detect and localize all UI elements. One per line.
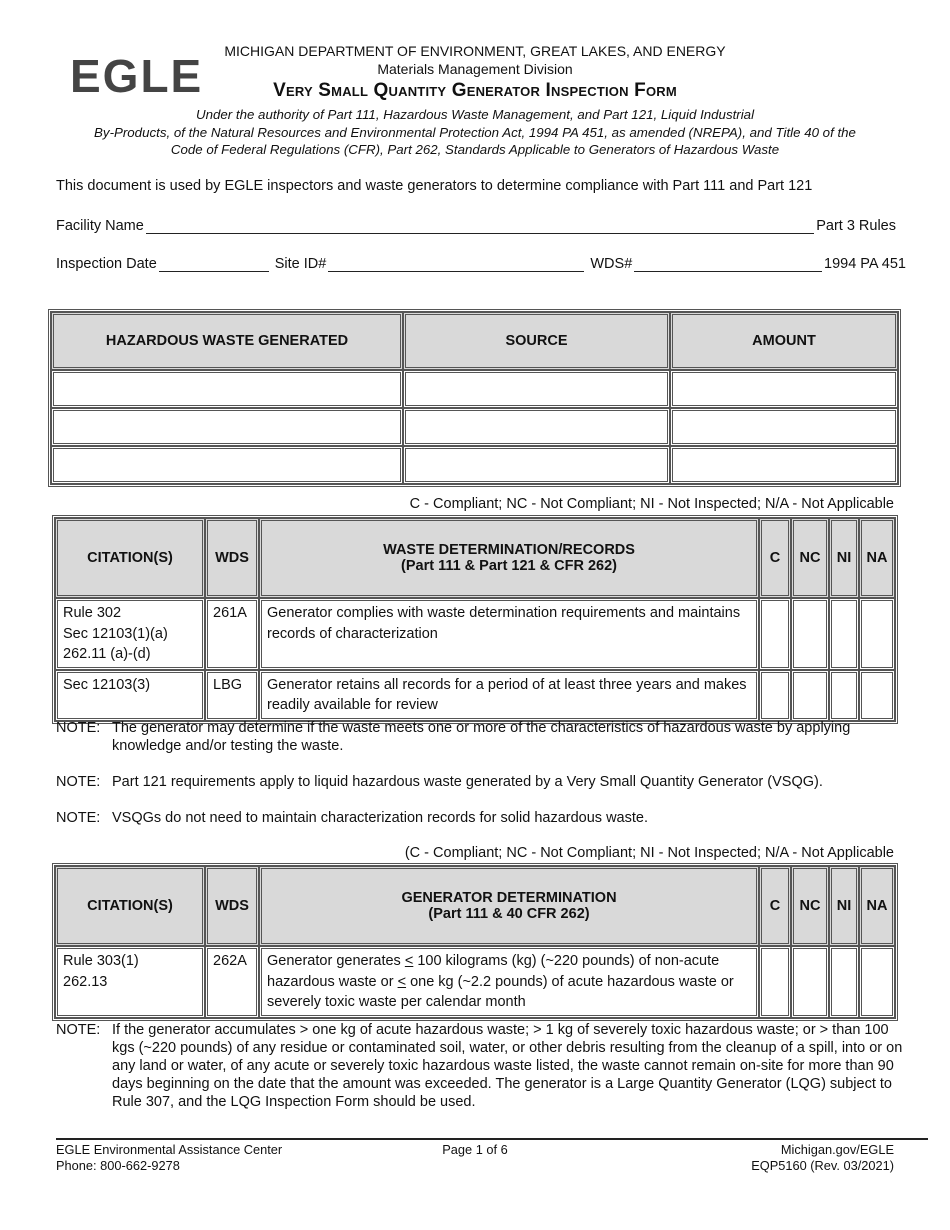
facility-name-field[interactable]: [146, 219, 814, 234]
hw-cell[interactable]: [403, 408, 670, 446]
footer-divider: [56, 1138, 928, 1140]
nc-checkbox-cell[interactable]: [791, 598, 829, 670]
wds-field[interactable]: [634, 257, 822, 272]
footer-left: EGLE Environmental Assistance Center Phone: 800-662-9278: [56, 1142, 283, 1173]
requirement-cell: Generator generates < 100 kilograms (kg) (~220 pounds) of non-acute hazardous waste or < one kg (~2.2 pounds) of acute hazardous waste or severely toxic waste per calendar month: [259, 946, 759, 1018]
department-name: MICHIGAN DEPARTMENT OF ENVIRONMENT, GREAT LAKES, AND ENERGY: [224, 43, 726, 59]
citation-cell: Sec 12103(3): [55, 670, 205, 721]
hw-cell[interactable]: [51, 408, 403, 446]
footer-right: Michigan.gov/EGLE EQP5160 (Rev. 03/2021): [751, 1142, 894, 1173]
generator-determination-table: [52, 863, 898, 1021]
wds-label: WDS#: [590, 256, 633, 272]
ni-header: NI: [829, 866, 859, 946]
purpose-statement: This document is used by EGLE inspectors and waste generators to determine compliance with Part 111 and Part 121: [56, 178, 813, 194]
citation-cell: Rule 303(1) 262.13: [55, 946, 205, 1018]
page-number: Page 1 of 6: [442, 1142, 508, 1157]
na-header: NA: [859, 518, 895, 598]
note-vsqg-records: NOTE: VSQGs do not need to maintain characterization records for solid hazardous waste.: [56, 810, 648, 826]
wds-header: WDS: [205, 518, 259, 598]
nc-checkbox-cell[interactable]: [791, 670, 829, 721]
ni-checkbox-cell[interactable]: [829, 598, 859, 670]
na-checkbox-cell[interactable]: [859, 598, 895, 670]
site-id-label: Site ID#: [274, 256, 327, 272]
inspection-row: [56, 256, 906, 272]
compliance-legend-2: (C - Compliant; NC - Not Compliant; NI - Not Inspected; N/A - Not Applicable: [404, 845, 894, 861]
table-row: [55, 670, 895, 721]
facility-suffix: Part 3 Rules: [816, 218, 896, 234]
hw-cell[interactable]: [670, 370, 898, 408]
svg-text:EGLE: EGLE: [70, 52, 204, 96]
nc-checkbox-cell[interactable]: [791, 946, 829, 1018]
generator-determination-header: GENERATOR DETERMINATION (Part 111 & 40 CFR 262): [259, 866, 759, 946]
table-row: [55, 598, 895, 670]
hw-cell[interactable]: [670, 446, 898, 484]
c-checkbox-cell[interactable]: [759, 946, 791, 1018]
hw-cell[interactable]: [403, 370, 670, 408]
wds-header: WDS: [205, 866, 259, 946]
waste-determination-table: [52, 515, 898, 724]
inspection-date-field[interactable]: [159, 257, 269, 272]
hw-header-generated: HAZARDOUS WASTE GENERATED: [51, 312, 403, 370]
requirement-cell: Generator complies with waste determination requirements and maintains records of characterization: [259, 598, 759, 670]
compliance-legend: C - Compliant; NC - Not Compliant; NI - Not Inspected; N/A - Not Applicable: [409, 496, 894, 512]
division-name: Materials Management Division: [377, 61, 573, 77]
inspection-date-label: Inspection Date: [56, 256, 157, 272]
note-part-121: NOTE: Part 121 requirements apply to liquid hazardous waste generated by a Very Small Quantity Generator (VSQG).: [56, 774, 823, 790]
note-characteristics: NOTE: The generator may determine if the waste meets one or more of the characteristics of hazardous waste by applying knowledge and/or testing the waste.: [56, 720, 851, 754]
hw-header-amount: AMOUNT: [670, 312, 898, 370]
note-lqg: NOTE: If the generator accumulates > one kg of acute hazardous waste; > 1 kg of severely toxic hazardous waste; or > than 100 kgs (~220 pounds) of any residue or contaminated soil, water, or other debris resulting from the cleanup of a spill, into or on any land or water, of any acute or severely toxic hazardous waste listed, the waste cannot remain on-site for more than 90 days beginning on the date that the amount was exceeded. The generator is a Large Quantity Generator (LQG) subject to Rule 307, and the LQG Inspection Form should be used.: [56, 1022, 903, 1110]
wds-cell: 262A: [205, 946, 259, 1018]
facility-row: [56, 218, 906, 234]
citation-header: CITATION(S): [55, 866, 205, 946]
hw-cell[interactable]: [670, 408, 898, 446]
nc-header: NC: [791, 866, 829, 946]
form-title: Very Small Quantity Generator Inspection Form: [273, 80, 677, 101]
table-row: [51, 446, 898, 484]
na-header: NA: [859, 866, 895, 946]
hw-cell[interactable]: [51, 446, 403, 484]
citation-header: CITATION(S): [55, 518, 205, 598]
ni-header: NI: [829, 518, 859, 598]
site-id-field[interactable]: [328, 257, 584, 272]
authority-statement: Under the authority of Part 111, Hazardous Waste Management, and Part 121, Liquid Industrial By-Products, of the Natural Resources and Environmental Protection Act, 1994 PA 451, as amended (NREPA), and Title 40 of the Code of Federal Regulations (CFR), Part 262, Standards Applicable to Generators of Hazardous Waste: [94, 107, 856, 157]
na-checkbox-cell[interactable]: [859, 946, 895, 1018]
hazardous-waste-table: [48, 309, 901, 487]
wds-cell: LBG: [205, 670, 259, 721]
ni-checkbox-cell[interactable]: [829, 670, 859, 721]
c-checkbox-cell[interactable]: [759, 670, 791, 721]
hw-header-source: SOURCE: [403, 312, 670, 370]
ni-checkbox-cell[interactable]: [829, 946, 859, 1018]
table-row: [51, 408, 898, 446]
waste-determination-header: WASTE DETERMINATION/RECORDS (Part 111 & Part 121 & CFR 262): [259, 518, 759, 598]
na-checkbox-cell[interactable]: [859, 670, 895, 721]
nc-header: NC: [791, 518, 829, 598]
requirement-cell: Generator retains all records for a period of at least three years and makes readily available for review: [259, 670, 759, 721]
wds-cell: 261A: [205, 598, 259, 670]
c-header: C: [759, 866, 791, 946]
table-row: [55, 946, 895, 1018]
hw-cell[interactable]: [51, 370, 403, 408]
hw-cell[interactable]: [403, 446, 670, 484]
c-header: C: [759, 518, 791, 598]
citation-cell: Rule 302 Sec 12103(1)(a) 262.11 (a)-(d): [55, 598, 205, 670]
c-checkbox-cell[interactable]: [759, 598, 791, 670]
table-row: [51, 370, 898, 408]
facility-name-label: Facility Name: [56, 218, 144, 234]
inspection-suffix: 1994 PA 451: [824, 256, 906, 272]
